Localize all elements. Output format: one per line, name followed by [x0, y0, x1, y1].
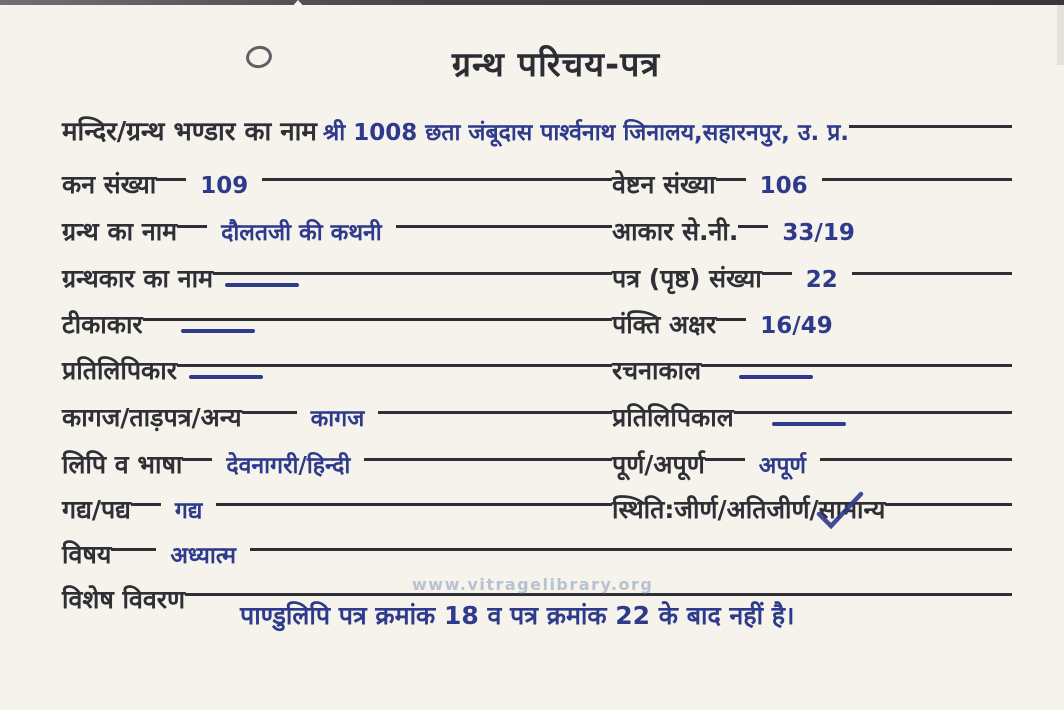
rule-slot: [177, 349, 612, 393]
field-label-commentator: टीकाकार: [62, 310, 143, 339]
field-value-subject: अध्यात्म: [170, 543, 237, 569]
blank-space: [847, 303, 1012, 347]
field-label-complete: पूर्ण/अपूर्ण: [612, 450, 705, 479]
blank-pen-dash: [225, 283, 299, 287]
field-row-copyist-composition: [62, 349, 1012, 393]
rule-line: [820, 458, 1012, 461]
rule-line: [849, 110, 1012, 154]
field-label-author: ग्रन्थकार का नाम: [62, 264, 214, 293]
field-serial: [62, 163, 612, 207]
field-label-bhandar-name: मन्दिर/ग्रन्थ भण्डार का नाम: [62, 117, 317, 147]
field-value-veshtan: 106: [759, 173, 808, 199]
rule-line: [177, 364, 612, 367]
rule-slot: [852, 257, 1012, 301]
field-row-author-pages: [62, 257, 1012, 301]
rule-line: [822, 178, 1012, 181]
field-value-material: कागज: [310, 406, 365, 432]
rule-connector: [156, 178, 186, 181]
field-prose-verse: [62, 488, 612, 532]
rule-line: [849, 125, 1012, 128]
rule-line: [262, 178, 612, 181]
field-granth-name: [62, 210, 612, 254]
field-row-bhandar-name: [62, 110, 1012, 156]
field-label-prose-verse: गद्य/पद्य: [62, 495, 131, 524]
blank-pen-dash: [181, 329, 255, 333]
rule-connector: [705, 458, 745, 461]
field-label-copyist: प्रतिलिपिकार: [62, 356, 177, 385]
field-label-special: विशेष विवरण: [62, 585, 186, 614]
special-remarks-note: पाण्डुलिपि पत्र क्रमांक 18 व पत्र क्रमांक 22 के बाद नहीं है।: [240, 601, 795, 630]
rule-slot: [822, 163, 1012, 207]
field-commentator: [62, 303, 612, 347]
rule-slot: [378, 396, 612, 440]
rule-connector: [738, 225, 768, 228]
field-composition-date: [612, 349, 1012, 393]
rule-line: [396, 225, 612, 228]
field-value-pages: 22: [805, 267, 838, 293]
rule-line: [378, 411, 612, 414]
field-value-size: 33/19: [782, 220, 855, 246]
field-copyist: [62, 349, 612, 393]
field-label-subject: विषय: [62, 540, 112, 569]
field-condition: [612, 488, 1012, 532]
field-value-serial: 109: [200, 173, 249, 199]
field-label-lines-chars: पंक्ति अक्षर: [612, 310, 717, 339]
rule-slot: [734, 396, 1012, 440]
field-label-pages: पत्र (पृष्ठ) संख्या: [612, 264, 762, 293]
field-label-size: आकार से.नी.: [612, 217, 739, 246]
rule-line: [364, 458, 612, 461]
rule-slot: [364, 443, 612, 487]
rule-line: [216, 503, 612, 506]
field-value-bhandar-name: श्री 1008 छता जंबूदास पार्श्वनाथ जिनालय,सहारनपुर, उ. प्र.: [322, 120, 850, 146]
field-value-granth-name: दौलतजी की कथनी: [221, 220, 382, 246]
field-row-subject: [62, 533, 1012, 577]
rule-connector: [242, 411, 297, 414]
scan-shade-right: [1057, 5, 1064, 65]
rule-connector: [182, 458, 212, 461]
field-row-material-copydate: [62, 396, 1012, 440]
card-content: [60, 0, 1012, 710]
rule-slot: [701, 349, 1012, 393]
watermark-text: www.vitragelibrary.org: [412, 575, 654, 594]
field-value-complete: अपूर्ण: [758, 453, 807, 479]
rule-slot: [216, 488, 612, 532]
card-title: ग्रन्थ परिचय-पत्र: [451, 45, 661, 85]
blank-pen-dash: [189, 375, 263, 379]
field-label-composition-date: रचनाकाल: [612, 356, 702, 385]
field-lines-chars: [612, 303, 1012, 347]
rule-line: [701, 364, 1012, 367]
rule-connector: [177, 225, 207, 228]
rule-line: [250, 548, 1012, 551]
rule-slot: [250, 533, 1012, 577]
field-row-serial-veshtan: [62, 163, 1012, 207]
rule-connector: [131, 503, 161, 506]
rule-slot: [885, 488, 1012, 532]
field-value-script-language: देवनागरी/हिन्दी: [226, 453, 351, 479]
blank-pen-dash: [739, 375, 813, 379]
rule-connector: [716, 318, 746, 321]
blank-pen-dash: [772, 422, 846, 426]
field-value-prose-verse: गद्य: [174, 498, 203, 524]
field-size: [612, 210, 1012, 254]
field-label-script-language: लिपि व भाषा: [62, 450, 183, 479]
field-value-lines-chars: 16/49: [760, 313, 833, 339]
rule-slot: [820, 443, 1012, 487]
field-pages: [612, 257, 1012, 301]
field-row-name-size: [62, 210, 1012, 254]
rule-slot: [262, 163, 612, 207]
rule-line: [213, 272, 612, 275]
rule-line: [852, 272, 1012, 275]
rule-slot: [396, 210, 612, 254]
rule-connector: [111, 548, 156, 551]
field-copy-date: [612, 396, 1012, 440]
rule-line: [734, 411, 1012, 414]
rule-slot: [213, 257, 612, 301]
rule-connector: [762, 272, 792, 275]
field-label-copy-date: प्रतिलिपिकाल: [612, 403, 734, 432]
field-label-veshtan: वेष्टन संख्या: [612, 170, 716, 199]
field-complete: [612, 443, 1012, 487]
field-row-commentator-lines: [62, 303, 1012, 347]
rule-line: [143, 318, 612, 321]
condition-option-label: सामान्य: [818, 495, 886, 524]
rule-slot: [143, 303, 612, 347]
blank-space: [869, 210, 1012, 254]
field-veshtan: [612, 163, 1012, 207]
field-label-serial: कन संख्या: [62, 170, 157, 199]
field-label-condition-prefix: स्थिति:जीर्ण/अतिजीर्ण/: [612, 495, 819, 524]
rule-line: [885, 503, 1012, 506]
field-label-material: कागज/ताड़पत्र/अन्य: [62, 403, 242, 432]
field-script-language: [62, 443, 612, 487]
field-material: [62, 396, 612, 440]
field-author: [62, 257, 612, 301]
field-row-script-complete: [62, 443, 1012, 487]
field-condition-checked-option: [819, 488, 886, 532]
rule-connector: [716, 178, 746, 181]
field-row-prose-condition: [62, 488, 1012, 532]
field-label-granth-name: ग्रन्थ का नाम: [62, 217, 178, 246]
